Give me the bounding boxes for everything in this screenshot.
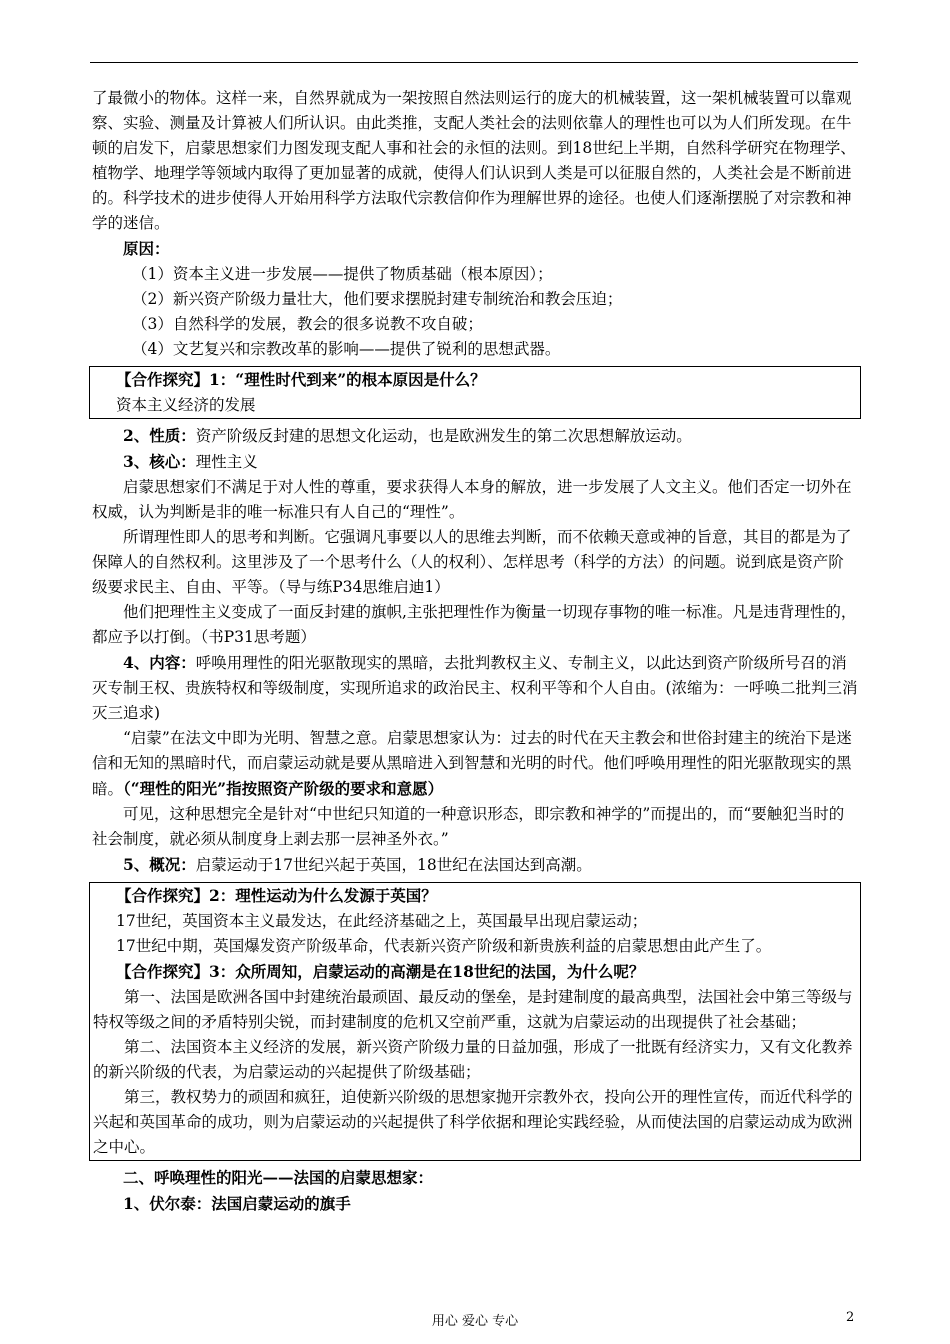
document-body (92, 86, 858, 1217)
inquiry-question: 【合作探究】2：理性运动为什么发源于英国？ (116, 886, 437, 905)
inquiry-answer: 17世纪中期，英国爆发资产阶级革命，代表新兴资产阶级和新贵族利益的启蒙思想由此产生了。 (116, 937, 772, 955)
section-heading: 二、呼唤理性的阳光——法国的启蒙思想家： (123, 1168, 434, 1187)
reasons-heading: 原因： (123, 239, 170, 258)
page-number: 2 (846, 1310, 855, 1325)
reason-definition: 所谓理性即人的思考和判断。它强调凡事要以人的思维去判断，而不依赖天意或神的旨意，其目的都是为了保障人的自然权利。这里涉及了一个思考什么（人的权利）、怎样思考（科学的方法）的问题。说到底是资产阶级要求民主、自由、平等。（导与练P34思维启迪1） (92, 528, 852, 596)
inquiry-answer: 第三，教权势力的顽固和疯狂，迫使新兴阶级的思想家抛开宗教外衣，投向公开的理性宣传，而近代科学的兴起和英国革命的成功，则为启蒙运动的兴起提供了科学依据和理论实践经验，从而使法国的启蒙运动成为欧洲之中心。 (93, 1088, 853, 1156)
core-explanation: 启蒙思想家们不满足于对人性的尊重，要求获得人本身的解放，进一步发展了人文主义。他们否定一切外在权威，认为判断是非的唯一标准只有人自己的“理性”。 (92, 478, 852, 521)
inquiry-question: 【合作探究】1：“理性时代到来”的根本原因是什么？ (116, 370, 486, 389)
reason-item: （4）文艺复兴和宗教改革的影响——提供了锐利的思想武器。 (132, 340, 561, 358)
reason-item: （2）新兴资产阶级力量壮大，他们要求摆脱封建专制统治和教会压迫； (132, 290, 623, 308)
footer-motto: 用心 爱心 专心 (431, 1314, 519, 1329)
enlightenment-meaning: “启蒙”在法文中即为光明、智慧之意。启蒙思想家认为：过去的时代在天主教会和世俗封建主的统治下是迷信和无知的黑暗时代，而启蒙运动就是要从黑暗进入到智慧和光明的时代。他们呼唤用理性的阳光驱散现实的黑暗。（“理性的阳光”指按照资产阶级的要求和意愿） (92, 729, 852, 798)
inquiry-question: 【合作探究】3：众所周知，启蒙运动的高潮是在18世纪的法国，为什么呢？ (116, 962, 645, 981)
inquiry-answer: 资本主义经济的发展 (116, 396, 256, 414)
inquiry-answer: 第一、法国是欧洲各国中封建统治最顽固、最反动的堡垒，是封建制度的最高典型，法国社会中第三等级与特权等级之间的矛盾特别尖锐，而封建制度的危机又空前严重，这就为启蒙运动的出现提供了社会基础； (93, 988, 853, 1031)
subsection-heading: 1、伏尔泰：法国启蒙运动的旗手 (123, 1194, 351, 1213)
conclusion-paragraph: 可见，这种思想完全是针对“中世纪只知道的一种意识形态，即宗教和神学的”而提出的，而“要触犯当时的社会制度，就必须从制度身上剥去那一层神圣外衣。” (92, 805, 845, 848)
inquiry-box-1 (89, 366, 861, 419)
overview-paragraph: 5、概况：启蒙运动于17世纪兴起于英国，18世纪在法国达到高潮。 (123, 855, 592, 874)
inquiry-answer: 17世纪，英国资本主义最发达，在此经济基础之上，英国最早出现启蒙运动； (116, 912, 648, 930)
reason-item: （1）资本主义进一步发展——提供了物质基础（根本原因）； (132, 265, 553, 283)
header-rule (90, 62, 858, 63)
nature-paragraph: 2、性质：资产阶级反封建的思想文化运动，也是欧洲发生的第二次思想解放运动。 (123, 426, 692, 445)
rationalism-paragraph: 他们把理性主义变成了一面反封建的旗帜,主张把理性作为衡量一切现存事物的唯一标准。凡是违背理性的，都应予以打倒。（书P31思考题） (92, 603, 857, 646)
reason-item: （3）自然科学的发展，教会的很多说教不攻自破； (132, 315, 483, 333)
core-paragraph: 3、核心：理性主义 (123, 452, 258, 471)
inquiry-answer: 第二、法国资本主义经济的发展，新兴资产阶级力量的日益加强，形成了一批既有经济实力，又有文化教养的新兴阶级的代表，为启蒙运动的兴起提供了阶级基础； (93, 1038, 853, 1081)
inquiry-box-2 (89, 882, 861, 1161)
intro-paragraph: 了最微小的物体。这样一来，自然界就成为一架按照自然法则运行的庞大的机械装置，这一架机械装置可以靠观察、实验、测量及计算被人们所认识。由此类推，支配人类社会的法则依靠人的理性也可以为人们所发现。在牛顿的启发下，启蒙思想家们力图发现支配人事和社会的永恒的法则。到18世纪上半期，自然科学研究在物理学、植物学、地理学等领域内取得了更加显著的成就，使得人们认识到人类是可以征服自然的，人类社会是不断前进的。科学技术的进步使得人开始用科学方法取代宗教信仰作为理解世界的途径。也使人们逐渐摆脱了对宗教和神学的迷信。 (92, 89, 856, 232)
content-paragraph: 4、内容：呼唤用理性的阳光驱散现实的黑暗，去批判教权主义、专制主义，以此达到资产阶级所号召的消灭专制王权、贵族特权和等级制度，实现所追求的政治民主、权利平等和个人自由。(浓缩为：一呼唤二批判三消灭三追求) (92, 653, 858, 722)
